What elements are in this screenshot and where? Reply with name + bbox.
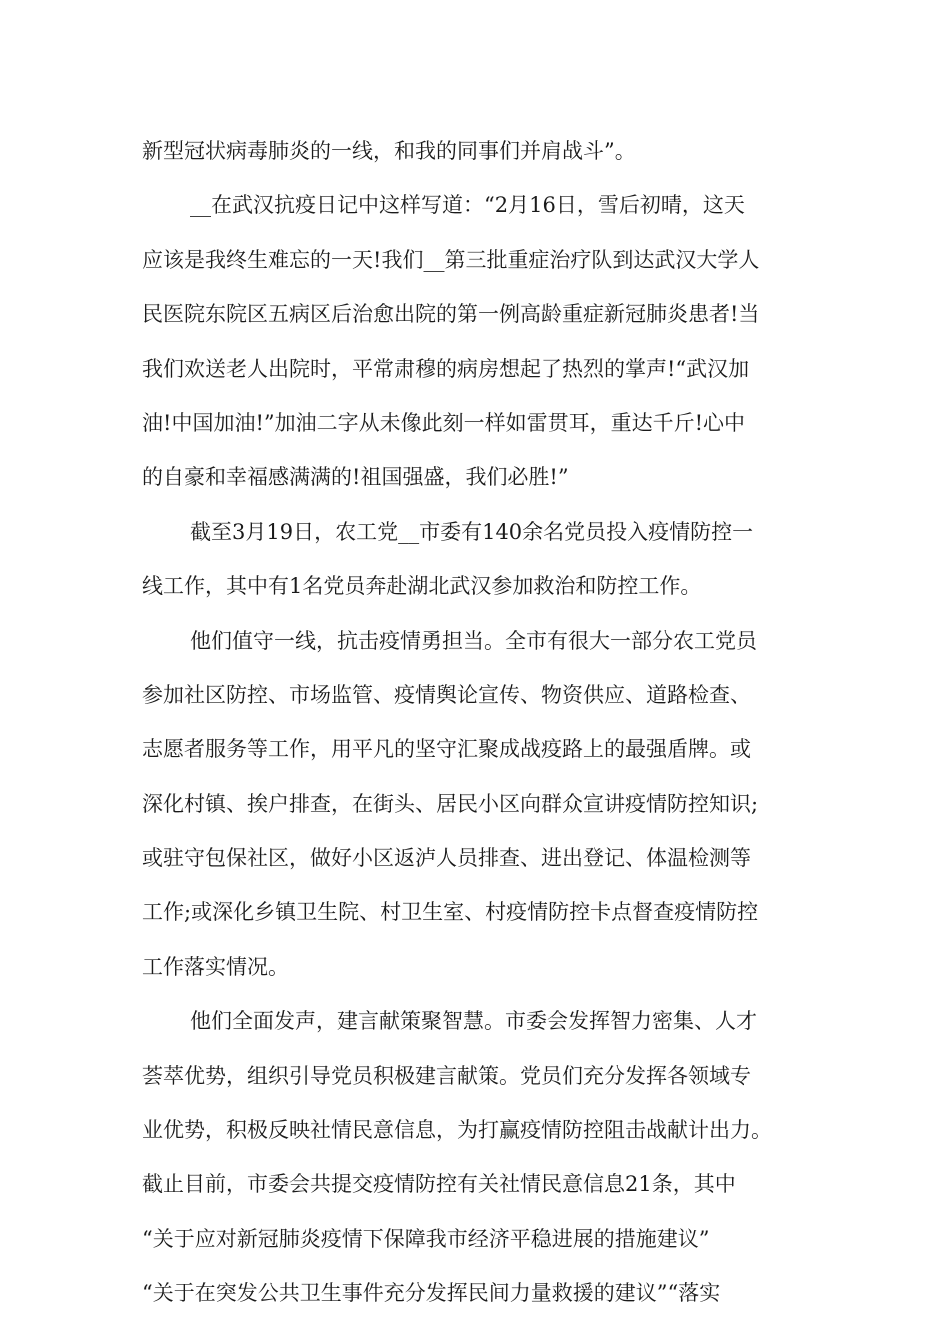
text-line: 应该是我终生难忘的一天!我们__第三批重症治疗队到达武汉大学人	[142, 247, 760, 272]
text-line: __在武汉抗疫日记中这样写道：“2月16日，雪后初晴，这天	[190, 193, 745, 218]
text-line: 我们欢送老人出院时，平常肃穆的病房想起了热烈的掌声!“武汉加	[142, 356, 750, 381]
text-line: 截至3月19日，农工党__市委有140余名党员投入疫情防控一	[190, 519, 754, 544]
text-line: 荟萃优势，组织引导党员积极建言献策。党员们充分发挥各领域专	[142, 1063, 751, 1088]
text-line: 参加社区防控、市场监管、疫情舆论宣传、物资供应、道路检查、	[142, 682, 751, 707]
text-line: 他们值守一线，抗击疫情勇担当。全市有很大一部分农工党员	[190, 628, 757, 653]
text-line: 工作;或深化乡镇卫生院、村卫生室、村疫情防控卡点督查疫情防控	[142, 900, 759, 925]
text-line: 民医院东院区五病区后治愈出院的第一例高龄重症新冠肺炎患者!当	[142, 302, 760, 327]
text-line: “关于应对新冠肺炎疫情下保障我市经济平稳进展的措施建议”	[142, 1226, 710, 1251]
text-line: 的自豪和幸福感满满的!祖国强盛，我们必胜!”	[142, 465, 569, 490]
text-line: “关于在突发公共卫生事件充分发挥民间力量救援的建议”“落实	[142, 1281, 721, 1306]
text-line: 志愿者服务等工作，用平凡的坚守汇聚成战疫路上的最强盾牌。或	[142, 737, 751, 762]
text-line: 业优势，积极反映社情民意信息，为打赢疫情防控阻击战献计出力。	[142, 1118, 772, 1143]
text-line: 工作落实情况。	[142, 954, 289, 979]
text-line: 截止目前，市委会共提交疫情防控有关社情民意信息21条，其中	[142, 1172, 736, 1197]
text-line: 线工作，其中有1名党员奔赴湖北武汉参加救治和防控工作。	[142, 574, 702, 599]
text-line: 油!中国加油!”加油二字从未像此刻一样如雷贯耳，重达千斤!心中	[142, 410, 746, 435]
text-line: 深化村镇、挨户排查，在街头、居民小区向群众宣讲疫情防控知识;	[142, 791, 759, 816]
document-body	[142, 124, 814, 1321]
text-line: 或驻守包保社区，做好小区返泸人员排查、进出登记、体温检测等	[142, 846, 751, 871]
text-line: 新型冠状病毒肺炎的一线，和我的同事们并肩战斗”。	[142, 139, 636, 163]
text-line: 他们全面发声，建言献策聚智慧。市委会发挥智力密集、人才	[190, 1009, 757, 1034]
